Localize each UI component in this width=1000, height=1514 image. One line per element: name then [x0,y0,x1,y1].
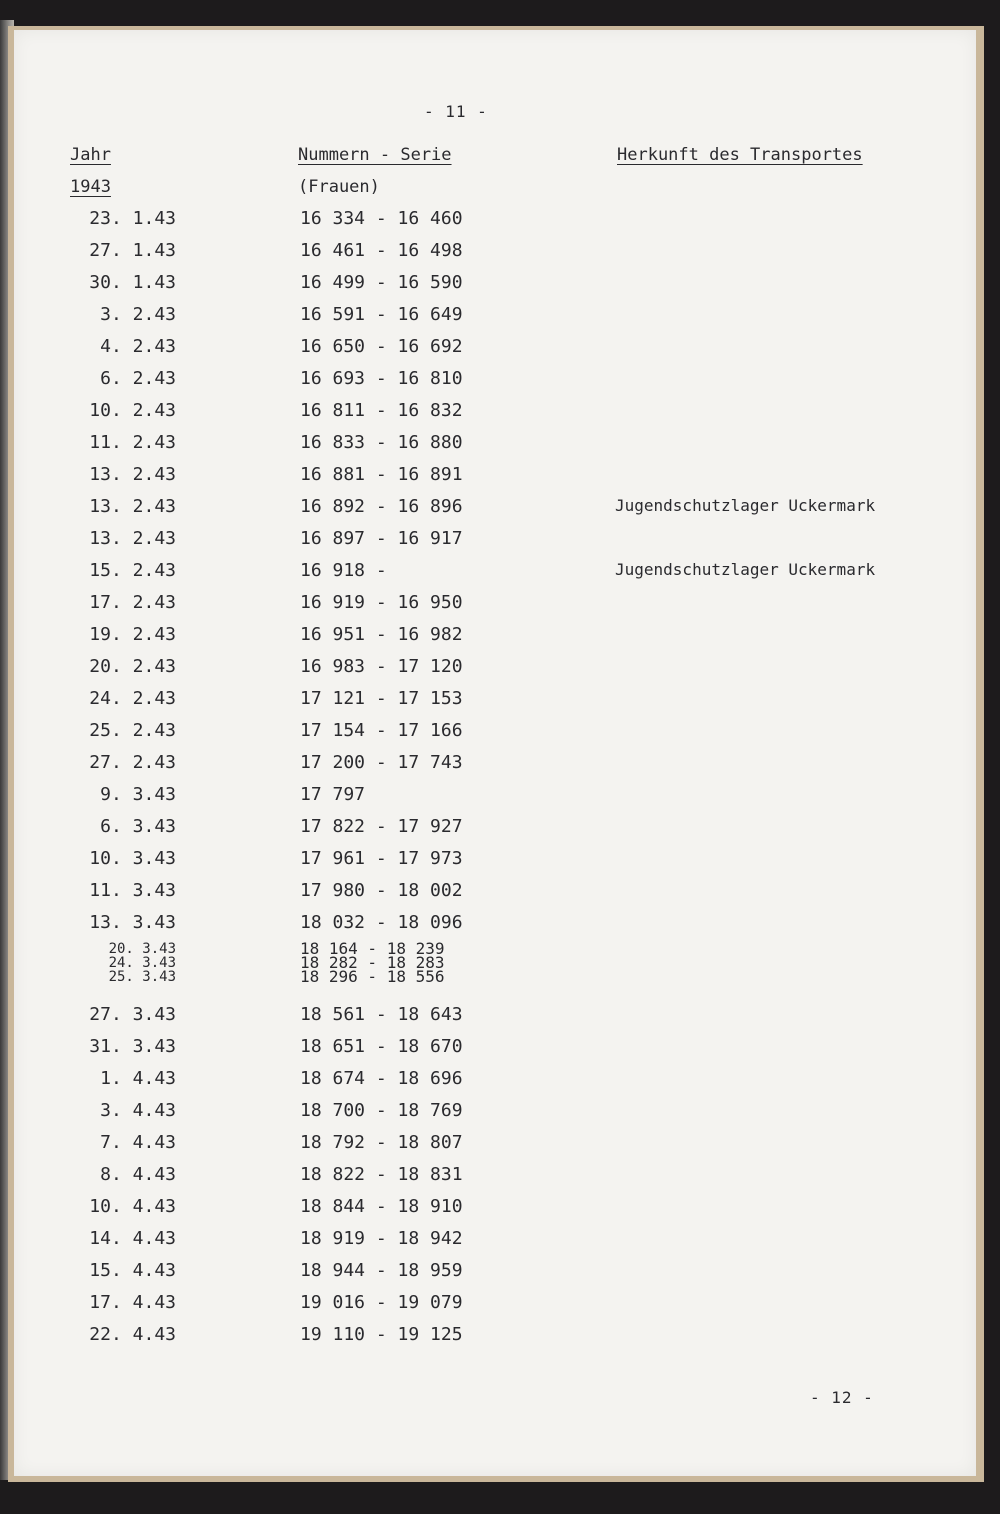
date-cell: 14. 4.43 [89,1228,176,1249]
date-cell: 10. 2.43 [89,400,176,421]
table-row [14,1196,976,1224]
date-cell: 27. 3.43 [89,1004,176,1025]
number-range-cell: 18 282 - 18 283 [300,953,445,972]
date-cell: 22. 4.43 [89,1324,176,1345]
date-cell: 1. 4.43 [100,1068,176,1089]
table-row [14,880,976,908]
number-range-cell: 16 334 - 16 460 [300,208,463,229]
table-row [14,464,976,492]
table-row [14,967,976,986]
table-row [14,1036,976,1064]
date-cell: 20. 2.43 [89,656,176,677]
date-cell: 13. 2.43 [89,496,176,517]
date-cell: 23. 1.43 [89,208,176,229]
number-range-cell: 18 674 - 18 696 [300,1068,463,1089]
date-cell: 24. 3.43 [108,955,176,971]
table-row [14,208,976,236]
number-range-cell: 18 561 - 18 643 [300,1004,463,1025]
number-range-cell: 17 797 [300,784,366,805]
document-page [14,30,976,1476]
table-row [14,368,976,396]
table-row [14,1004,976,1032]
table-row [14,560,976,588]
date-cell: 30. 1.43 [89,272,176,293]
number-range-cell: 18 296 - 18 556 [300,967,445,986]
table-row [14,400,976,428]
table-row [14,336,976,364]
table-row [14,939,976,958]
date-cell: 15. 2.43 [89,560,176,581]
table-row [14,720,976,748]
origin-cell: Jugendschutzlager Uckermark [615,560,876,579]
date-cell: 15. 4.43 [89,1260,176,1281]
date-cell: 4. 2.43 [100,336,176,357]
number-range-cell: 18 651 - 18 670 [300,1036,463,1057]
number-range-cell: 19 016 - 19 079 [300,1292,463,1313]
number-range-cell: 16 693 - 16 810 [300,368,463,389]
date-cell: 13. 2.43 [89,464,176,485]
number-range-cell: 16 983 - 17 120 [300,656,463,677]
date-cell: 13. 2.43 [89,528,176,549]
number-range-cell: 17 961 - 17 973 [300,848,463,869]
table-row [14,752,976,780]
table-row [14,848,976,876]
date-cell: 27. 2.43 [89,752,176,773]
column-header-numbers: Nummern - Serie [298,145,452,165]
numbers-subheader: (Frauen) [298,177,380,197]
table-row [14,1228,976,1256]
number-range-cell: 16 650 - 16 692 [300,336,463,357]
date-cell: 6. 3.43 [100,816,176,837]
date-cell: 10. 4.43 [89,1196,176,1217]
number-range-cell: 16 591 - 16 649 [300,304,463,325]
number-range-cell: 18 919 - 18 942 [300,1228,463,1249]
number-range-cell: 17 154 - 17 166 [300,720,463,741]
number-range-cell: 17 200 - 17 743 [300,752,463,773]
table-row [14,592,976,620]
date-cell: 17. 4.43 [89,1292,176,1313]
column-header-origin: Herkunft des Transportes [617,145,863,165]
number-range-cell: 18 944 - 18 959 [300,1260,463,1281]
year-label: 1943 [70,177,111,197]
date-cell: 11. 2.43 [89,432,176,453]
number-range-cell: 18 822 - 18 831 [300,1164,463,1185]
date-cell: 25. 3.43 [108,969,176,985]
table-row [14,240,976,268]
number-range-cell: 18 844 - 18 910 [300,1196,463,1217]
date-cell: 3. 4.43 [100,1100,176,1121]
number-range-cell: 16 892 - 16 896 [300,496,463,517]
date-cell: 19. 2.43 [89,624,176,645]
number-range-cell: 17 980 - 18 002 [300,880,463,901]
table-row [14,272,976,300]
number-range-cell: 18 700 - 18 769 [300,1100,463,1121]
number-range-cell: 16 881 - 16 891 [300,464,463,485]
number-range-cell: 19 110 - 19 125 [300,1324,463,1345]
number-range-cell: 18 164 - 18 239 [300,939,445,958]
date-cell: 25. 2.43 [89,720,176,741]
date-cell: 9. 3.43 [100,784,176,805]
table-row [14,656,976,684]
table-row [14,1132,976,1160]
number-range-cell: 17 121 - 17 153 [300,688,463,709]
number-range-cell: 16 461 - 16 498 [300,240,463,261]
date-cell: 24. 2.43 [89,688,176,709]
column-header-year: Jahr [70,145,111,165]
date-cell: 13. 3.43 [89,912,176,933]
number-range-cell: 17 822 - 17 927 [300,816,463,837]
date-cell: 3. 2.43 [100,304,176,325]
number-range-cell: 16 811 - 16 832 [300,400,463,421]
number-range-cell: 18 792 - 18 807 [300,1132,463,1153]
date-cell: 11. 3.43 [89,880,176,901]
table-row [14,1164,976,1192]
number-range-cell: 16 918 - [300,560,387,581]
number-range-cell: 16 951 - 16 982 [300,624,463,645]
date-cell: 6. 2.43 [100,368,176,389]
page-number-bottom: - 12 - [810,1388,874,1407]
table-row [14,912,976,940]
table-row [14,432,976,460]
table-row [14,688,976,716]
number-range-cell: 16 897 - 16 917 [300,528,463,549]
table-row [14,1100,976,1128]
number-range-cell: 16 833 - 16 880 [300,432,463,453]
table-row [14,496,976,524]
date-cell: 17. 2.43 [89,592,176,613]
date-cell: 7. 4.43 [100,1132,176,1153]
table-row [14,304,976,332]
table-row [14,816,976,844]
number-range-cell: 16 499 - 16 590 [300,272,463,293]
page-number-top: - 11 - [424,102,488,121]
table-row [14,784,976,812]
number-range-cell: 16 919 - 16 950 [300,592,463,613]
table-row [14,528,976,556]
table-row [14,1260,976,1288]
date-cell: 31. 3.43 [89,1036,176,1057]
date-cell: 10. 3.43 [89,848,176,869]
table-row [14,1324,976,1352]
date-cell: 20. 3.43 [108,941,176,957]
table-row [14,1292,976,1320]
date-cell: 27. 1.43 [89,240,176,261]
table-row [14,624,976,652]
table-row [14,953,976,972]
table-row [14,1068,976,1096]
origin-cell: Jugendschutzlager Uckermark [615,496,876,515]
date-cell: 8. 4.43 [100,1164,176,1185]
number-range-cell: 18 032 - 18 096 [300,912,463,933]
